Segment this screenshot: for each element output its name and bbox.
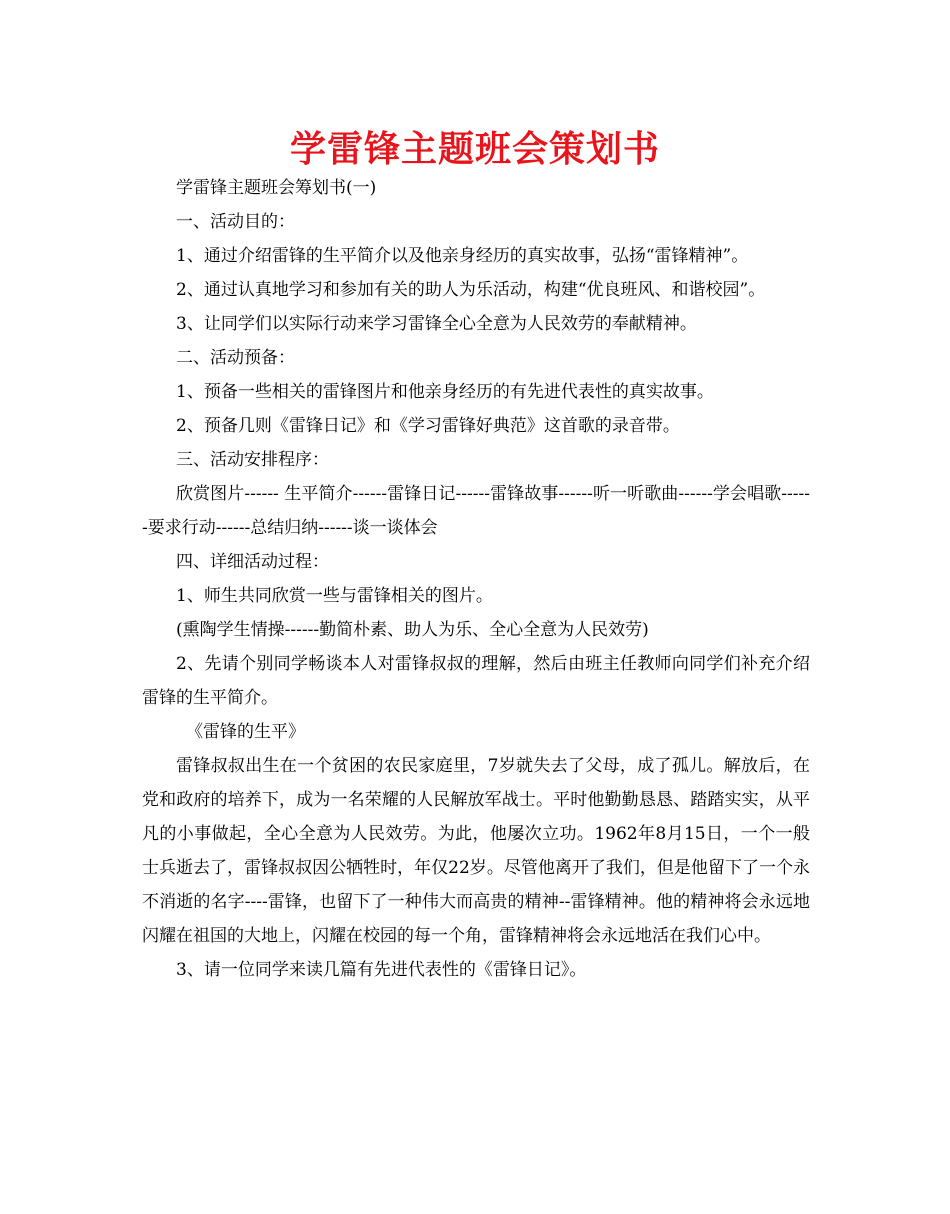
document-body [142, 171, 810, 987]
program-sequence: 欣赏图片------ 生平简介------雷锋日记------雷锋故事------听一听歌曲------学会唱歌------要求行动------总结归纳------谈一谈体会 [142, 484, 810, 538]
body-paragraph: 3、请一位同学来读几篇有先进代表性的《雷锋日记》。 [176, 960, 587, 980]
subtitle-paragraph: 学雷锋主题班会筹划书(一) [176, 178, 377, 198]
document-title: 学雷锋主题班会策划书 [289, 129, 660, 170]
section-heading: 四、详细活动过程： [176, 552, 329, 572]
biography-heading: 《雷锋的生平》 [186, 722, 305, 742]
body-paragraph: 3、让同学们以实际行动来学习雷锋全心全意为人民效劳的奉献精神。 [176, 314, 697, 334]
body-paragraph: 2、预备几则《雷锋日记》和《学习雷锋好典范》这首歌的录音带。 [176, 416, 680, 436]
body-paragraph: 1、师生共同欣赏一些与雷锋相关的图片。 [176, 586, 493, 606]
body-paragraph: 2、通过认真地学习和参加有关的助人为乐活动，构建“优良班风、和谐校园”。 [176, 280, 766, 300]
body-paragraph: 2、先请个别同学畅谈本人对雷锋叔叔的理解，然后由班主任教师向同学们补充介绍雷锋的生平简介。 [142, 654, 810, 708]
section-heading: 一、活动目的： [176, 212, 295, 232]
section-heading: 三、活动安排程序： [176, 450, 329, 470]
body-paragraph: 1、通过介绍雷锋的生平简介以及他亲身经历的真实故事，弘扬“雷锋精神”。 [176, 246, 749, 266]
body-paragraph: (熏陶学生情操------勤简朴素、助人为乐、全心全意为人民效劳) [176, 620, 649, 640]
biography-paragraph: 雷锋叔叔出生在一个贫困的农民家庭里，7岁就失去了父母，成了孤儿。解放后，在党和政府的培养下，成为一名荣耀的人民解放军战士。平时他勤勤恳恳、踏踏实实，从平凡的小事做起，全心全意为人民效劳。为此，他屡次立功。1962年8月15日，一个一般士兵逝去了，雷锋叔叔因公牺牲时，年仅22岁。尽管他离开了我们，但是他留下了一个永不消逝的名字----雷锋，也留下了一种伟大而高贵的精神--雷锋精神。他的精神将会永远地闪耀在祖国的大地上，闪耀在校园的每一个角，雷锋精神将会永远地活在我们心中。 [142, 756, 810, 946]
section-heading: 二、活动预备： [176, 348, 295, 368]
body-paragraph: 1、预备一些相关的雷锋图片和他亲身经历的有先进代表性的真实故事。 [176, 382, 714, 402]
